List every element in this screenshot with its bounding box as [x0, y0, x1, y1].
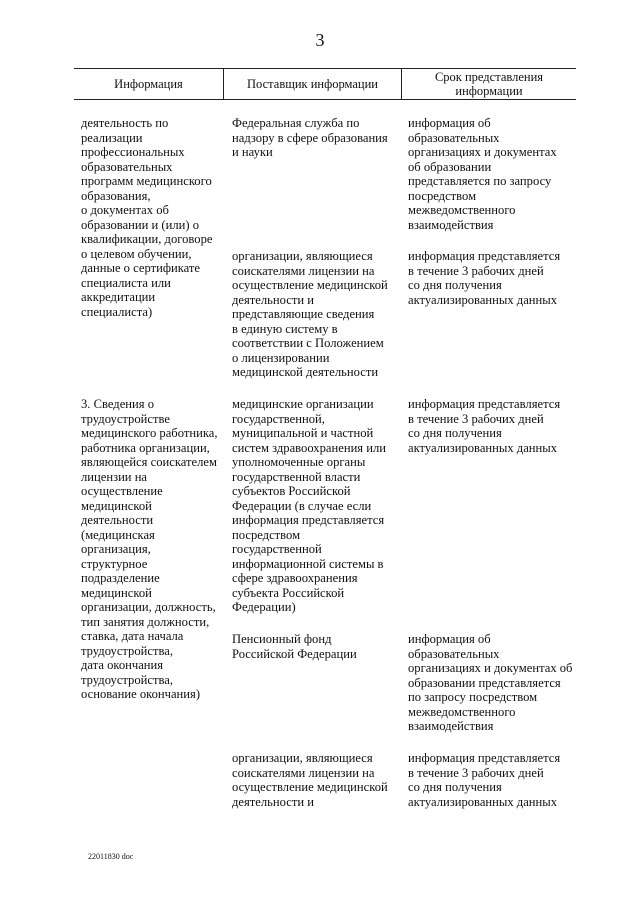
info-cell-row2: деятельность по реализации профессиональных образовательных программ медицинского образования, о документах об образовании и (или) о квалификации, договоре о целевом обучении, данные о сертификате специалиста или аккредитации специалиста)	[81, 116, 213, 319]
document-footer-code: 22011830 doc	[88, 852, 134, 861]
provider-cell-row3c: организации, являющиеся соискателями лицензии на осуществление медицинской деятельности и	[232, 751, 388, 809]
deadline-cell-row3a: информация представляется в течение 3 рабочих дней со дня получения актуализированных данных	[408, 397, 561, 455]
provider-cell-row2b: организации, являющиеся соискателями лицензии на осуществление медицинской деятельности и представляющие сведения в единую систему в соответствии с Положением о лицензировании медицинской деятельности	[232, 249, 388, 379]
table-header-rule	[74, 99, 576, 100]
table-top-rule	[74, 68, 576, 69]
deadline-cell-row3b: информация об образовательных организациях и документах об образовании представляется по запросу посредством межведомственного взаимодействия	[408, 632, 573, 733]
deadline-cell-row2b: информация представляется в течение 3 рабочих дней со дня получения актуализированных данных	[408, 249, 561, 307]
deadline-cell-row2a: информация об образовательных организациях и документах об образовании представляется по запросу посредством межведомственного взаимодействия	[408, 116, 557, 232]
header-provider: Поставщик информации	[247, 77, 378, 91]
page-number: 3	[315, 30, 325, 50]
info-cell-row3: 3. Сведения о трудоустройстве медицинского работника, работника организации, являющейся соискателем лицензии на осуществление медицинской деятельности (медицинская организация, структурное подразделение медицинской организации, должность, тип занятия должности, ставка, дата начала трудоустройства, дата окончания трудоустройства, основание окончания)	[81, 397, 218, 701]
provider-cell-row2a: Федеральная служба по надзору в сфере образования и науки	[232, 116, 388, 159]
header-deadline: Срок представления информации	[434, 70, 544, 98]
header-information: Информация	[114, 77, 183, 91]
provider-cell-row3b: Пенсионный фонд Российской Федерации	[232, 632, 357, 661]
deadline-cell-row3c: информация представляется в течение 3 рабочих дней со дня получения актуализированных данных	[408, 751, 561, 809]
provider-cell-row3a: медицинские организации государственной, муниципальной и частной систем здравоохранения или уполномоченные органы государственной власти субъектов Российской Федерации (в случае если информация представляется посредством государственной информационной системы в сфере здравоохранения субъекта Российской Федерации)	[232, 397, 387, 614]
